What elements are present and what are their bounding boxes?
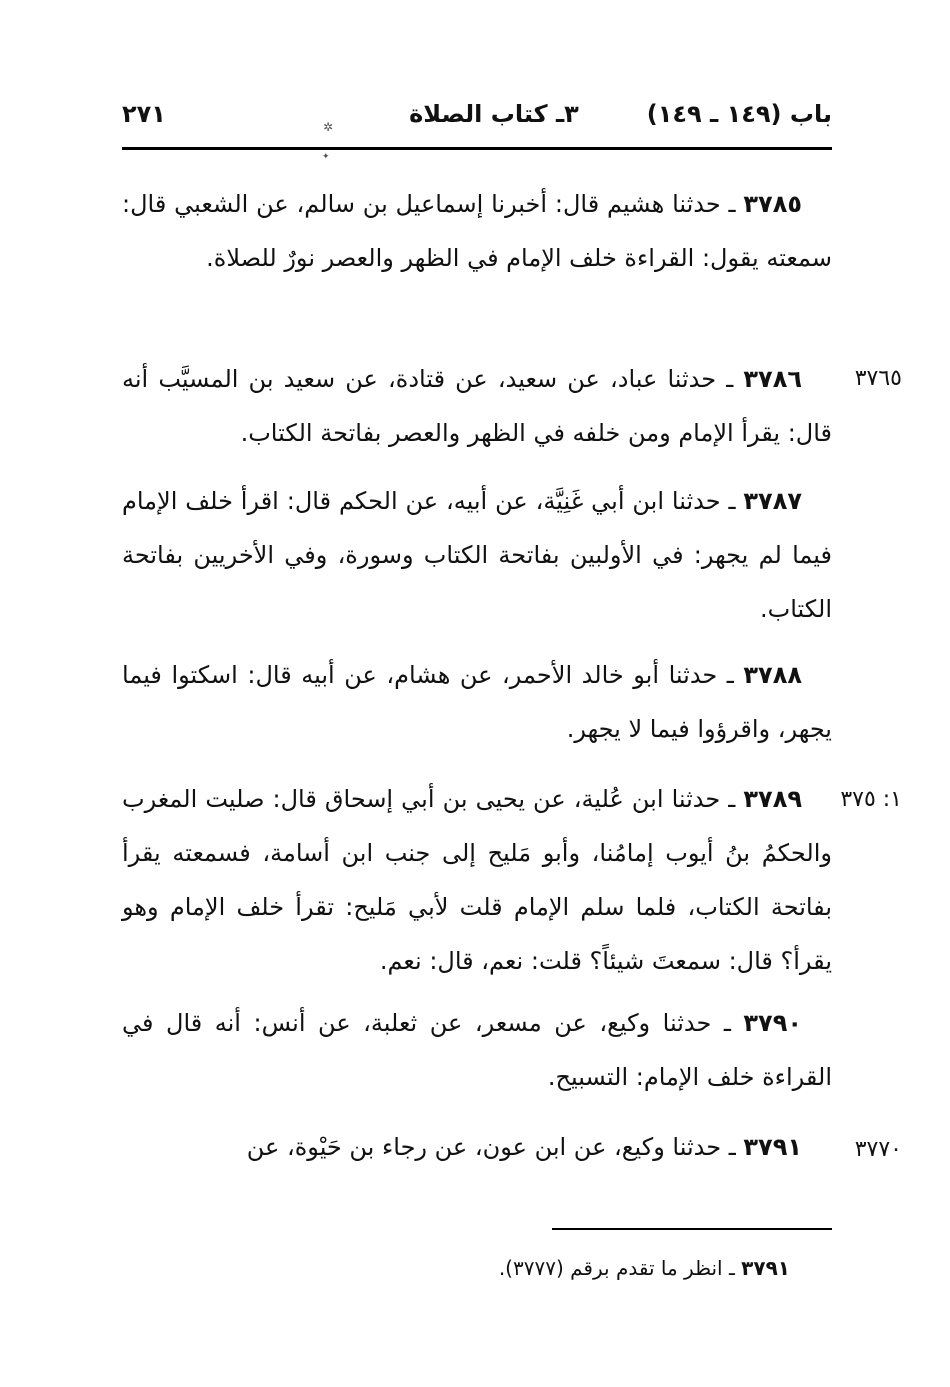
footnote xyxy=(300,1253,790,1283)
hadith-text: حدثنا وكيع، عن ابن عون، عن رجاء بن حَيْوة، عن xyxy=(246,1133,722,1161)
margin-reference: ١: ٣٧٥ xyxy=(840,787,902,812)
hadith-text: حدثنا ابن عُلية، عن يحيى بن أبي إسحاق قال: صليت المغرب والحكمُ بنُ أيوب إمامُنا، وأبو مَليح إلى جنب ابن أسامة، فسمعته يقرأ بفاتحة الكتاب، فلما سلم الإمام قلت لأبي مَليح: تقرأ خلف الإمام وهو يقرأ؟ قال: سمعتَ شيئاً؟ قلت: نعم، قال: نعم. xyxy=(122,785,832,975)
margin-reference: ٣٧٦٥ xyxy=(854,366,902,391)
footnote-number: ٣٧٩١ xyxy=(741,1256,790,1280)
hadith-text: حدثنا ابن أبي غَنِيَّة، عن أبيه، عن الحكم قال: اقرأ خلف الإمام فيما لم يجهر: في الأولبين بفاتحة الكتاب وسورة، وفي الأخريين بفاتحة الكتاب. xyxy=(122,487,832,623)
print-speck: ✲ xyxy=(323,120,334,134)
hadith-entry xyxy=(122,177,832,285)
hadith-entry xyxy=(122,474,832,636)
hadith-entry xyxy=(122,1120,832,1174)
hadith-number: ٣٧٨٧ xyxy=(743,487,802,515)
hadith-number: ٣٧٨٥ xyxy=(743,190,802,218)
chapter-title: باب (١٤٩ ـ ١٤٩) xyxy=(646,100,832,128)
margin-reference: ٣٧٧٠ xyxy=(854,1137,902,1162)
hadith-entry xyxy=(122,648,832,756)
footnote-rule xyxy=(552,1228,832,1230)
hadith-dash: ـ xyxy=(720,190,744,218)
header-rule xyxy=(122,147,832,150)
hadith-number: ٣٧٨٨ xyxy=(743,661,802,689)
footnote-text: ـ انظر ما تقدم برقم (٣٧٧٧). xyxy=(498,1256,742,1280)
book-title: ٣ـ كتاب الصلاة xyxy=(409,100,579,128)
hadith-number: ٣٧٩١ xyxy=(743,1133,802,1161)
hadith-dash: ـ xyxy=(721,1133,744,1161)
hadith-entry xyxy=(122,772,832,988)
running-header xyxy=(122,100,832,140)
page-number: ٢٧١ xyxy=(122,100,166,128)
hadith-dash: ـ xyxy=(716,365,744,393)
hadith-text: حدثنا وكيع، عن مسعر، عن ثعلبة، عن أنس: أنه قال في القراءة خلف الإمام: التسبيح. xyxy=(122,1009,832,1091)
hadith-number: ٣٧٩٠ xyxy=(743,1009,802,1037)
hadith-text: حدثنا أبو خالد الأحمر، عن هشام، عن أبيه قال: اسكتوا فيما يجهر، واقرؤوا فيما لا يجهر. xyxy=(122,661,832,743)
hadith-dash: ـ xyxy=(711,1009,744,1037)
hadith-text: حدثنا عباد، عن سعيد، عن قتادة، عن سعيد بن المسيَّب أنه قال: يقرأ الإمام ومن خلفه في الظهر والعصر بفاتحة الكتاب. xyxy=(122,365,832,447)
hadith-dash: ـ xyxy=(720,785,744,813)
hadith-entry xyxy=(122,352,832,460)
hadith-text: حدثنا هشيم قال: أخبرنا إسماعيل بن سالم، عن الشعبي قال: سمعته يقول: القراءة خلف الإمام في الظهر والعصر نورٌ للصلاة. xyxy=(122,190,832,272)
hadith-dash: ـ xyxy=(717,661,744,689)
print-speck: ✦ xyxy=(322,152,330,162)
hadith-entry xyxy=(122,996,832,1104)
hadith-number: ٣٧٨٩ xyxy=(743,785,802,813)
hadith-dash: ـ xyxy=(720,487,744,515)
hadith-number: ٣٧٨٦ xyxy=(743,365,802,393)
